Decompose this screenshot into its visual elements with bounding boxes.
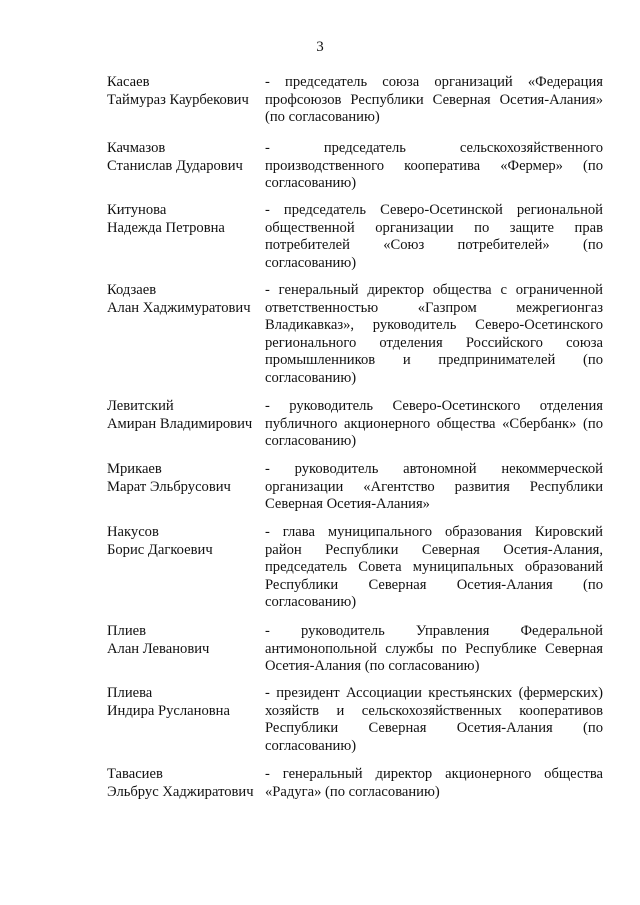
entry-name xyxy=(107,461,265,514)
entry-given-names: Станислав Дударович xyxy=(107,157,243,174)
list-entry xyxy=(107,766,603,801)
list-entry xyxy=(107,623,603,676)
entry-name xyxy=(107,398,265,451)
entry-given-names: Эльбрус Хаджиратович xyxy=(107,783,254,800)
list-entry xyxy=(107,398,603,451)
entry-description: - глава муниципального образования Кировский район Республики Северная Осетия-Алания, председатель Совета муниципальных образований Республики Северная Осетия-Алания (по согласованию) xyxy=(265,524,603,610)
list-entry xyxy=(107,685,603,755)
entry-surname: Тавасиев xyxy=(107,766,163,782)
list-entry xyxy=(107,202,603,272)
entry-name xyxy=(107,202,265,272)
list-entry xyxy=(107,461,603,514)
entry-given-names: Борис Дагкоевич xyxy=(107,541,213,558)
list-entry xyxy=(107,282,603,387)
entry-given-names: Амиран Владимирович xyxy=(107,415,253,432)
entry-surname: Плиев xyxy=(107,623,146,639)
entry-description: - председатель союза организаций «Федерация профсоюзов Республики Северная Осетия-Алания» (по согласованию) xyxy=(265,74,603,125)
entry-description: - председатель Северо-Осетинской региональной общественной организации по защите прав потребителей «Союз потребителей» (по согласованию) xyxy=(265,202,603,271)
entry-name xyxy=(107,74,265,127)
entry-name xyxy=(107,766,265,801)
page-number: 3 xyxy=(316,39,324,55)
entry-description: - руководитель Управления Федеральной антимонопольной службы по Республике Северная Осетия-Алания (по согласованию) xyxy=(265,623,603,674)
entry-name xyxy=(107,282,265,387)
entry-surname: Касаев xyxy=(107,74,150,90)
entry-name xyxy=(107,623,265,676)
entry-surname: Качмазов xyxy=(107,140,166,156)
entry-description: - председатель сельскохозяйственного производственного кооператива «Фермер» (по согласованию) xyxy=(265,140,603,191)
entry-name xyxy=(107,140,265,193)
entry-surname: Накусов xyxy=(107,524,159,540)
entry-surname: Кодзаев xyxy=(107,282,157,298)
entry-surname: Мрикаев xyxy=(107,461,162,477)
entry-name xyxy=(107,685,265,755)
list-entry xyxy=(107,74,603,127)
entry-surname: Плиева xyxy=(107,685,153,701)
entry-description: - президент Ассоциации крестьянских (фермерских) хозяйств и сельскохозяйственных кооперативов Республики Северная Осетия-Алания (по согласованию) xyxy=(265,685,603,754)
entry-given-names: Надежда Петровна xyxy=(107,219,225,236)
list-entry xyxy=(107,140,603,193)
entry-given-names: Алан Леванович xyxy=(107,640,210,657)
list-entry xyxy=(107,524,603,612)
entry-name xyxy=(107,524,265,612)
entry-given-names: Алан Хаджимуратович xyxy=(107,299,251,316)
entry-description: - генеральный директор общества с ограниченной ответственностью «Газпром межрегионгаз Владикавказ», руководитель Северо-Осетинского регионального отделения Российского союза промышленников и предпринимателей (по согласованию) xyxy=(265,282,603,386)
entry-surname: Левитский xyxy=(107,398,174,414)
entry-given-names: Индира Руслановна xyxy=(107,702,230,719)
entry-given-names: Таймураз Каурбекович xyxy=(107,91,249,108)
entry-description: - генеральный директор акционерного общества «Радуга» (по согласованию) xyxy=(265,766,603,800)
entry-surname: Китунова xyxy=(107,202,167,218)
entry-description: - руководитель Северо-Осетинского отделения публичного акционерного общества «Сбербанк» (по согласованию) xyxy=(265,398,603,449)
entry-description: - руководитель автономной некоммерческой организации «Агентство развития Республики Северная Осетия-Алания» xyxy=(265,461,603,512)
entry-given-names: Марат Эльбрусович xyxy=(107,478,231,495)
